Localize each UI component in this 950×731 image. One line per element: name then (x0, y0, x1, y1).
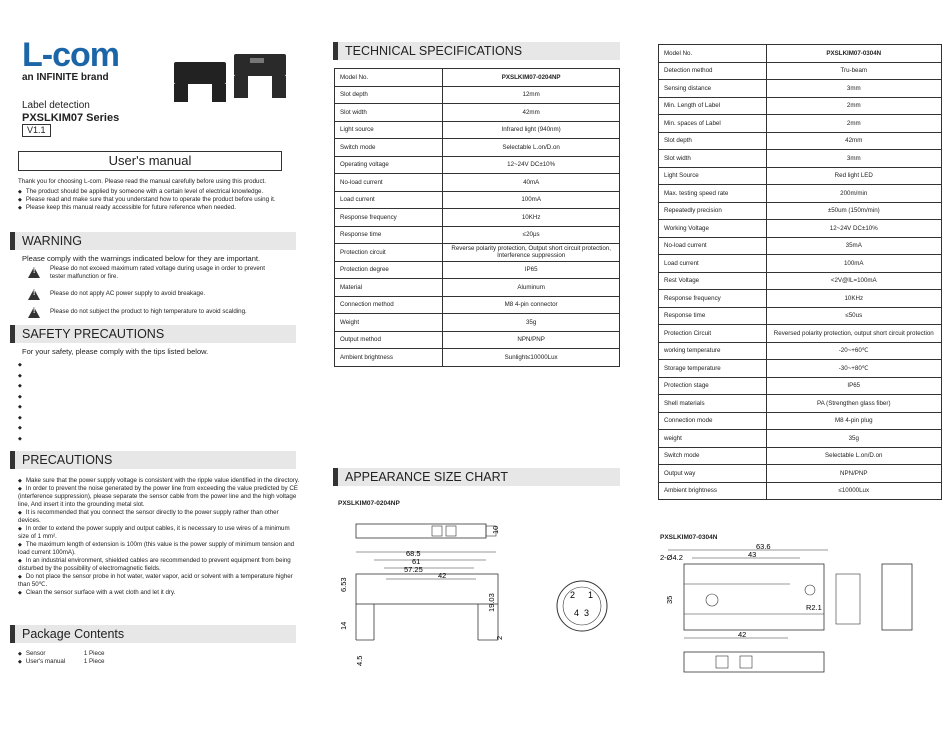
spec-label: Detection method (659, 62, 767, 80)
spec-row (659, 185, 942, 203)
dimension-drawing-np (334, 512, 514, 672)
spec-row (335, 191, 620, 209)
spec-label: Max. testing speed rate (659, 185, 767, 203)
warning-item: Please do not exceed maximum rated voltage during usage in order to prevent tester malfunction or fire. (50, 265, 265, 280)
spec-value: Reversed polarity protection, output short circuit protection (766, 325, 941, 343)
spec-row (335, 121, 620, 139)
spec-value: 100mA (443, 191, 620, 209)
drawing-model-n: PXSLKIM07-0304N (660, 534, 718, 541)
spec-row (335, 261, 620, 279)
spec-label: Operating voltage (335, 156, 443, 174)
spec-label: Switch mode (659, 447, 767, 465)
spec-row (659, 465, 942, 483)
spec-label: Response time (659, 307, 767, 325)
precaution-item: ◆ It is recommended that you connect the sensor directly to the power supply rather than other devices. (18, 509, 300, 525)
warning-lead: Please comply with the warnings indicated below for they are important. (22, 254, 261, 263)
spec-value: Infrared light (940nm) (443, 121, 620, 139)
spec-row (659, 325, 942, 343)
spec-label: Light Source (659, 167, 767, 185)
spec-row (335, 331, 620, 349)
spec-row (659, 237, 942, 255)
spec-value: 12mm (443, 86, 620, 104)
spec-value: PA (Strengthen glass fiber) (766, 395, 941, 413)
spec-value: ≤50us (766, 307, 941, 325)
pin-label: 3 (584, 608, 590, 618)
label-detection-text: Label detection (22, 100, 90, 111)
warning-icon (28, 307, 40, 318)
pin-label: 2 (570, 590, 576, 600)
dim-label: 35 (665, 595, 674, 604)
spec-value: IP65 (766, 377, 941, 395)
precautions-title: PRECAUTIONS (22, 453, 113, 467)
spec-value: -20~+60℃ (766, 342, 941, 360)
spec-label: Sensing distance (659, 80, 767, 98)
warning-title: WARNING (22, 234, 82, 248)
spec-row (659, 290, 942, 308)
dim-label: 43 (748, 550, 757, 559)
spec-label: Min. Length of Label (659, 97, 767, 115)
spec-row (659, 220, 942, 238)
package-title: Package Contents (22, 627, 125, 641)
spec-label: Connection method (335, 296, 443, 314)
spec-row (659, 255, 942, 273)
spec-row (659, 45, 942, 63)
dim-label: 61 (412, 557, 421, 566)
precaution-item: ◆ Do not place the sensor probe in hot water, water vapor, acid or solvent with a temperature higher than 50℃. (18, 573, 300, 589)
spec-value: -30~+80℃ (766, 360, 941, 378)
dim-label: 14 (339, 621, 348, 630)
precaution-item: ◆ The maximum length of extension is 100m (this value is the power supply of minimum tension and load current 100mA). (18, 541, 300, 557)
spec-row (659, 132, 942, 150)
spec-value: 2mm (766, 115, 941, 133)
spec-label: Response frequency (335, 209, 443, 227)
series-title: PXSLKIM07 Series (22, 112, 120, 124)
spec-row (335, 69, 620, 87)
spec-value: 40mA (443, 174, 620, 192)
safety-header (10, 325, 296, 343)
spec-value: 3mm (766, 150, 941, 168)
spec-label: Slot depth (659, 132, 767, 150)
dimension-drawing-n (660, 544, 946, 674)
spec-value: ≤10000Lux (766, 482, 941, 500)
spec-value: 10KHz (766, 290, 941, 308)
spec-row (335, 139, 620, 157)
warning-item: Please do not apply AC power supply to avoid breakage. (50, 290, 206, 297)
package-item-qty: 1 Piece (83, 650, 105, 657)
spec-label: weight (659, 430, 767, 448)
spec-value: 100mA (766, 255, 941, 273)
spec-label: Ambient brightness (335, 349, 443, 367)
spec-value: 35g (443, 314, 620, 332)
dim-label: 42 (738, 630, 747, 639)
spec-label: Output way (659, 465, 767, 483)
spec-label: Shell materials (659, 395, 767, 413)
spec-row (335, 314, 620, 332)
spec-value: 12~24V DC±10% (443, 156, 620, 174)
precautions-header (10, 451, 296, 469)
dim-label: 10 (491, 525, 500, 534)
spec-row (659, 447, 942, 465)
spec-label: Protection degree (335, 261, 443, 279)
intro-lead: Thank you for choosing L-com. Please read the manual carefully before using this product. (18, 178, 266, 185)
dim-label: 63.6 (756, 544, 771, 551)
spec-label: Light source (335, 121, 443, 139)
package-item-name: User's manual (25, 658, 66, 665)
spec-value: Reverse polarity protection, Output short circuit protection, Interference suppression (443, 244, 620, 262)
warning-icon (28, 289, 40, 300)
sensor-product-photo (170, 48, 290, 110)
spec-label: Switch mode (335, 139, 443, 157)
spec-row (659, 167, 942, 185)
spec-label: No-load current (659, 237, 767, 255)
spec-value: 10KHz (443, 209, 620, 227)
spec-row (659, 115, 942, 133)
dim-label: 2-Ø4.2 (660, 553, 683, 562)
spec-row (659, 97, 942, 115)
spec-value: Selectable L.on/D.on (766, 447, 941, 465)
spec-row (659, 377, 942, 395)
m8-connector-pinout (554, 578, 610, 634)
spec-value: M8 4-pin connector (443, 296, 620, 314)
package-header (10, 625, 296, 643)
spec-value: 2mm (766, 97, 941, 115)
spec-label: Response time (335, 226, 443, 244)
intro-text (18, 178, 283, 212)
precaution-item: ◆ In order to prevent the noise generated by the power line from exceeding the value predicted by CE (interference suppression), please separate the sensor cable from the power line and the high voltage line, And insert it into the grounding metal slot. (18, 485, 300, 509)
warning-item: Please do not subject the product to high temperature to avoid scalding. (50, 308, 247, 315)
package-item-qty: 1 Piece (83, 658, 105, 665)
spec-row (659, 412, 942, 430)
dim-label: 42 (438, 571, 447, 580)
spec-value: Red light LED (766, 167, 941, 185)
spec-label: Protection stage (659, 377, 767, 395)
spec-label: Protection circuit (335, 244, 443, 262)
spec-value: <2V@IL=100mA (766, 272, 941, 290)
spec-row (659, 150, 942, 168)
spec-row (335, 209, 620, 227)
warning-header (10, 232, 296, 250)
intro-bullet: ◆ Please keep this manual ready accessible for future reference when needed. (18, 204, 283, 212)
spec-row (335, 244, 620, 262)
dim-label: 68.5 (406, 549, 421, 558)
dim-label: 4.5 (355, 655, 364, 666)
spec-row (335, 104, 620, 122)
spec-value: Aluminum (443, 279, 620, 297)
spec-label: Load current (659, 255, 767, 273)
spec-value: M8 4-pin plug (766, 412, 941, 430)
spec-row (335, 226, 620, 244)
spec-value: 35mA (766, 237, 941, 255)
spec-value: NPN/PNP (443, 331, 620, 349)
precautions-list (18, 477, 300, 597)
spec-label: No-load current (335, 174, 443, 192)
spec-label: Response frequency (659, 290, 767, 308)
spec-label: Ambient brightness (659, 482, 767, 500)
spec-value: PXSLKIM07-0304N (766, 45, 941, 63)
spec-value: Selectable L.on/D.on (443, 139, 620, 157)
spec-label: Material (335, 279, 443, 297)
spec-value: 12~24V DC±10% (766, 220, 941, 238)
spec-row (659, 307, 942, 325)
spec-row (335, 296, 620, 314)
spec-value: 200m/min (766, 185, 941, 203)
spec-label: Protection Circuit (659, 325, 767, 343)
spec-row (335, 279, 620, 297)
spec-row (659, 342, 942, 360)
spec-label: Storage temperature (659, 360, 767, 378)
spec-value: IP65 (443, 261, 620, 279)
version-badge: V1.1 (22, 124, 51, 137)
spec-label: Min. spaces of Label (659, 115, 767, 133)
package-item-name: Sensor (25, 650, 46, 657)
intro-bullet: ◆ Please read and make sure that you understand how to operate the product before using it. (18, 196, 283, 204)
intro-bullet: ◆ The product should be applied by someone with a certain level of electrical knowledge. (18, 188, 283, 196)
spec-label: Weight (335, 314, 443, 332)
dim-label: 2 (495, 635, 504, 640)
spec-label: Connection mode (659, 412, 767, 430)
pin-label: 4 (574, 608, 580, 618)
spec-value: 42mm (766, 132, 941, 150)
spec-row (659, 430, 942, 448)
safety-title: SAFETY PRECAUTIONS (22, 327, 165, 341)
spec-row (659, 202, 942, 220)
drawing-model-np: PXSLKIM07-0204NP (338, 500, 400, 507)
spec-row (659, 395, 942, 413)
spec-row (335, 156, 620, 174)
spec-row (659, 360, 942, 378)
pin-label: 1 (588, 590, 594, 600)
spec-label: Slot width (659, 150, 767, 168)
spec-row (659, 272, 942, 290)
precaution-item: ◆ In order to extend the power supply and output cables, it is necessary to use wires of a minimum size of 1 mm². (18, 525, 300, 541)
warning-list (28, 265, 288, 315)
spec-label: Working Voltage (659, 220, 767, 238)
precaution-item: ◆ Clean the sensor surface with a wet cloth and let it dry. (18, 589, 300, 597)
spec-label: Load current (335, 191, 443, 209)
appearance-header (333, 468, 620, 486)
precaution-item: ◆ In an industrial environment, shielded cables are recommended to prevent equipment from being disturbed by the possibility of electromagnetic fields. (18, 557, 300, 573)
tech-spec-header (333, 42, 620, 60)
spec-row (335, 86, 620, 104)
tech-spec-table (334, 68, 620, 367)
spec-value: NPN/PNP (766, 465, 941, 483)
spec-value: 3mm (766, 80, 941, 98)
precaution-item: ◆ Make sure that the power supply voltage is consistent with the ripple value identified in the directory. (18, 477, 300, 485)
spec-label: working temperature (659, 342, 767, 360)
appearance-title: APPEARANCE SIZE CHART (345, 470, 509, 484)
spec-row (659, 80, 942, 98)
dim-label: R2.1 (806, 603, 822, 612)
spec-row (335, 174, 620, 192)
spec-value: PXSLKIM07-0204NP (443, 69, 620, 87)
tech-spec-table-2 (658, 44, 942, 500)
logo-tagline: an INFINITE brand (22, 72, 109, 83)
spec-value: ≤20μs (443, 226, 620, 244)
users-manual-title: User's manual (18, 151, 282, 171)
spec-label: Repeatedly precision (659, 202, 767, 220)
dim-label: 57.25 (404, 565, 423, 574)
spec-label: Model No. (335, 69, 443, 87)
spec-label: Model No. (659, 45, 767, 63)
spec-label: Slot width (335, 104, 443, 122)
spec-row (659, 62, 942, 80)
package-list (18, 650, 105, 666)
tech-spec-title: TECHNICAL SPECIFICATIONS (345, 44, 523, 58)
spec-label: Rest Voltage (659, 272, 767, 290)
spec-value: ±50um (150m/min) (766, 202, 941, 220)
spec-value: 35g (766, 430, 941, 448)
spec-value: 42mm (443, 104, 620, 122)
dim-label: 19.03 (487, 593, 496, 612)
spec-value: Sunlight≤10000Lux (443, 349, 620, 367)
dim-label: 6.53 (339, 577, 348, 592)
spec-row (659, 482, 942, 500)
spec-value: Tru-beam (766, 62, 941, 80)
spec-row (335, 349, 620, 367)
safety-lead: For your safety, please comply with the tips listed below. (22, 347, 209, 356)
lcom-logo (22, 36, 119, 83)
spec-label: Slot depth (335, 86, 443, 104)
safety-bullets (18, 360, 26, 444)
logo-wordmark: L-com (22, 36, 119, 74)
spec-label: Output method (335, 331, 443, 349)
warning-icon (28, 267, 40, 278)
